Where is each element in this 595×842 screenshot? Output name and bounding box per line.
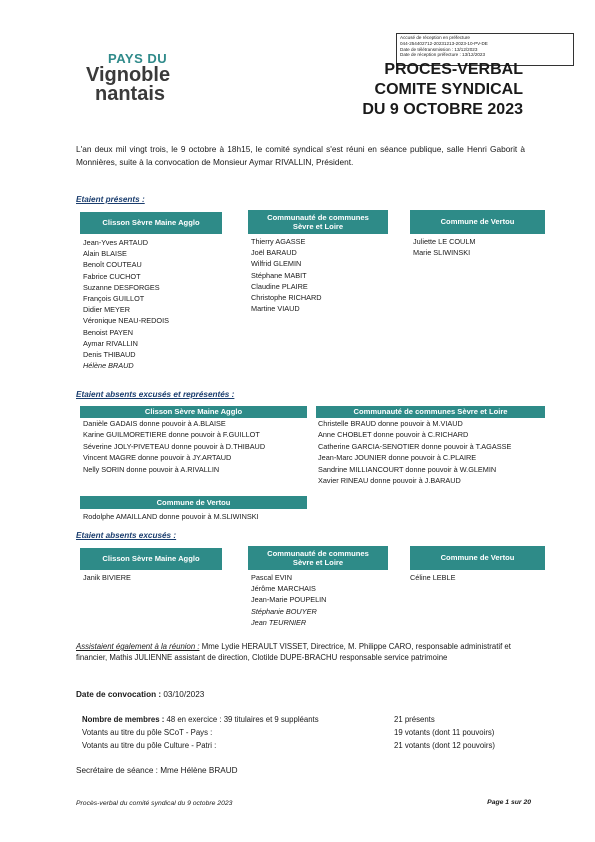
- member: Anne CHOBLET donne pouvoir à C.RICHARD: [318, 430, 469, 440]
- member: Stéphane MABIT: [251, 270, 307, 280]
- member: Stéphanie BOUYER: [251, 606, 317, 616]
- members-value: 48 en exercice : 39 titulaires et 9 suppléants: [164, 715, 319, 724]
- member: Catherine GARCIA-SENOTIER donne pouvoir à T.AGASSE: [318, 441, 512, 451]
- member-list: [410, 572, 455, 583]
- member: Nelly SORIN donne pouvoir à A.RIVALLIN: [83, 464, 220, 474]
- member: Jean-Marie POUPELIN: [251, 595, 327, 605]
- secretary: Secrétaire de séance : Mme Hélène BRAUD: [76, 766, 238, 775]
- member-list: [83, 572, 131, 583]
- convocation-date: [76, 690, 204, 699]
- member: Aymar RIVALLIN: [83, 338, 138, 348]
- group-header: Communauté de communes Sèvre et Loire: [248, 546, 388, 570]
- logo-line: PAYS DU: [108, 51, 168, 66]
- members-label: Nombre de membres :: [82, 715, 165, 724]
- member: Marie SLIWINSKI: [413, 248, 471, 258]
- member: Denis THIBAUD: [83, 350, 136, 360]
- member: Wilfrid GLEMIN: [251, 259, 302, 269]
- convocation-value: 03/10/2023: [161, 690, 205, 699]
- group-header: Communauté de communes Sèvre et Loire: [316, 406, 545, 418]
- attendance-stats: [82, 713, 495, 752]
- member: Janik BIVIERE: [83, 573, 131, 582]
- culture-votes: 21 votants (dont 12 pouvoirs): [394, 741, 495, 750]
- group-header: Commune de Vertou: [410, 546, 545, 570]
- present-count: 21 présents: [394, 715, 435, 724]
- stamp-line: Accusé de réception en préfecture: [400, 35, 470, 40]
- member: Pascal EVIN: [251, 573, 292, 582]
- member: Christophe RICHARD: [251, 293, 322, 303]
- member: François GUILLOT: [83, 294, 145, 304]
- member: Suzanne DESFORGES: [83, 282, 160, 292]
- member: Séverine JOLY-PIVETEAU donne pouvoir à D.THIBAUD: [83, 441, 266, 451]
- title-line: DU 9 OCTOBRE 2023: [362, 101, 523, 118]
- logo: [82, 52, 212, 104]
- attendees-text: Mme Lydie HERAULT VISSET, Directrice, M. Philippe CARO, responsable administratif et financier, Mathis JULIENNE assistant de direction, Clotilde DUPE-BRACHU responsable service patrimoine: [76, 642, 511, 663]
- member-list: [251, 236, 322, 314]
- member: Céline LEBLE: [410, 573, 456, 582]
- title-line: COMITE SYNDICAL: [374, 81, 523, 98]
- member-list: [83, 511, 259, 522]
- group-header: Communauté de communes Sèvre et Loire: [248, 210, 388, 234]
- footer-title: Procès-verbal du comité syndical du 9 octobre 2023: [76, 800, 233, 807]
- group-header: Clisson Sèvre Maine Agglo: [80, 548, 222, 570]
- member: Benoît COUTEAU: [83, 260, 142, 270]
- member: Véronique NEAU-REDOIS: [83, 316, 169, 326]
- member: Didier MEYER: [83, 305, 131, 315]
- document-title: [362, 60, 523, 120]
- member: Rodolphe AMAILLAND donne pouvoir à M.SLIWINSKI: [83, 512, 259, 521]
- title-line: PROCES-VERBAL: [384, 61, 523, 78]
- logo-line: Vignoble: [86, 64, 171, 86]
- member: Jérôme MARCHAIS: [251, 584, 316, 594]
- group-header: Clisson Sèvre Maine Agglo: [80, 406, 307, 418]
- member: Hélène BRAUD: [83, 361, 134, 371]
- member: Jean-Marc JOUNIER donne pouvoir à C.PLAIRE: [318, 453, 477, 463]
- member: Jean TEURNIER: [251, 617, 307, 627]
- attendees-label: Assistaient également à la réunion :: [76, 642, 200, 651]
- member-list: [83, 237, 169, 371]
- member: Martine VIAUD: [251, 304, 300, 314]
- member: Joël BARAUD: [251, 248, 297, 258]
- member: Karine GUILMORETIERE donne pouvoir à F.GUILLOT: [83, 430, 260, 440]
- member-list: [83, 418, 265, 475]
- member: Christelle BRAUD donne pouvoir à M.VIAUD: [318, 419, 463, 428]
- convocation-label: Date de convocation :: [76, 690, 162, 699]
- stamp-line: Date de réception préfecture : 13/12/2023: [400, 52, 486, 58]
- member: Vincent MAGRE donne pouvoir à JY.ARTAUD: [83, 453, 232, 463]
- logo-line: nantais: [95, 83, 166, 105]
- member: Xavier RINEAU donne pouvoir à J.BARAUD: [318, 476, 461, 486]
- member: Fabrice CUCHOT: [83, 271, 141, 281]
- member: Claudine PLAIRE: [251, 281, 308, 291]
- scot-label: Votants au titre du pôle SCoT - Pays :: [82, 728, 213, 737]
- member: Jean-Yves ARTAUD: [83, 238, 149, 247]
- stamp-line: Date de télétransmission : 13/12/2023: [400, 46, 478, 52]
- section-heading: Etaient absents excusés :: [76, 531, 177, 540]
- group-header: Commune de Vertou: [80, 496, 307, 509]
- member: Danièle GADAIS donne pouvoir à A.BLAISE: [83, 419, 226, 428]
- attendees-paragraph: [76, 641, 526, 664]
- stamp-line: 044-254402712-20231213-2023-10-PV-DE: [400, 40, 488, 46]
- member: Alain BLAISE: [83, 249, 127, 259]
- section-heading: Etaient présents :: [76, 195, 145, 204]
- member: Juliette LE COULM: [413, 237, 476, 246]
- culture-label: Votants au titre du pôle Culture - Patri :: [82, 741, 217, 750]
- scot-votes: 19 votants (dont 11 pouvoirs): [394, 728, 495, 737]
- intro-paragraph: L'an deux mil vingt trois, le 9 octobre à 18h15, le comité syndical s'est réuni en séance publique, salle Henri Gaborit à Monnières, suite à la convocation de Monsieur Aymar RIVALLIN, Président.: [76, 144, 525, 167]
- member-list: [251, 572, 326, 628]
- group-header: Clisson Sèvre Maine Agglo: [80, 212, 222, 234]
- page-number: Page 1 sur 20: [487, 799, 531, 806]
- member-list: [318, 418, 511, 486]
- section-heading: Etaient absents excusés et représentés :: [76, 390, 235, 399]
- member: Sandrine MILLIANCOURT donne pouvoir à W.GLEMIN: [318, 464, 497, 474]
- member: Benoist PAYEN: [83, 327, 134, 337]
- member: Thierry AGASSE: [251, 237, 306, 246]
- member-list: [413, 236, 475, 258]
- group-header: Commune de Vertou: [410, 210, 545, 234]
